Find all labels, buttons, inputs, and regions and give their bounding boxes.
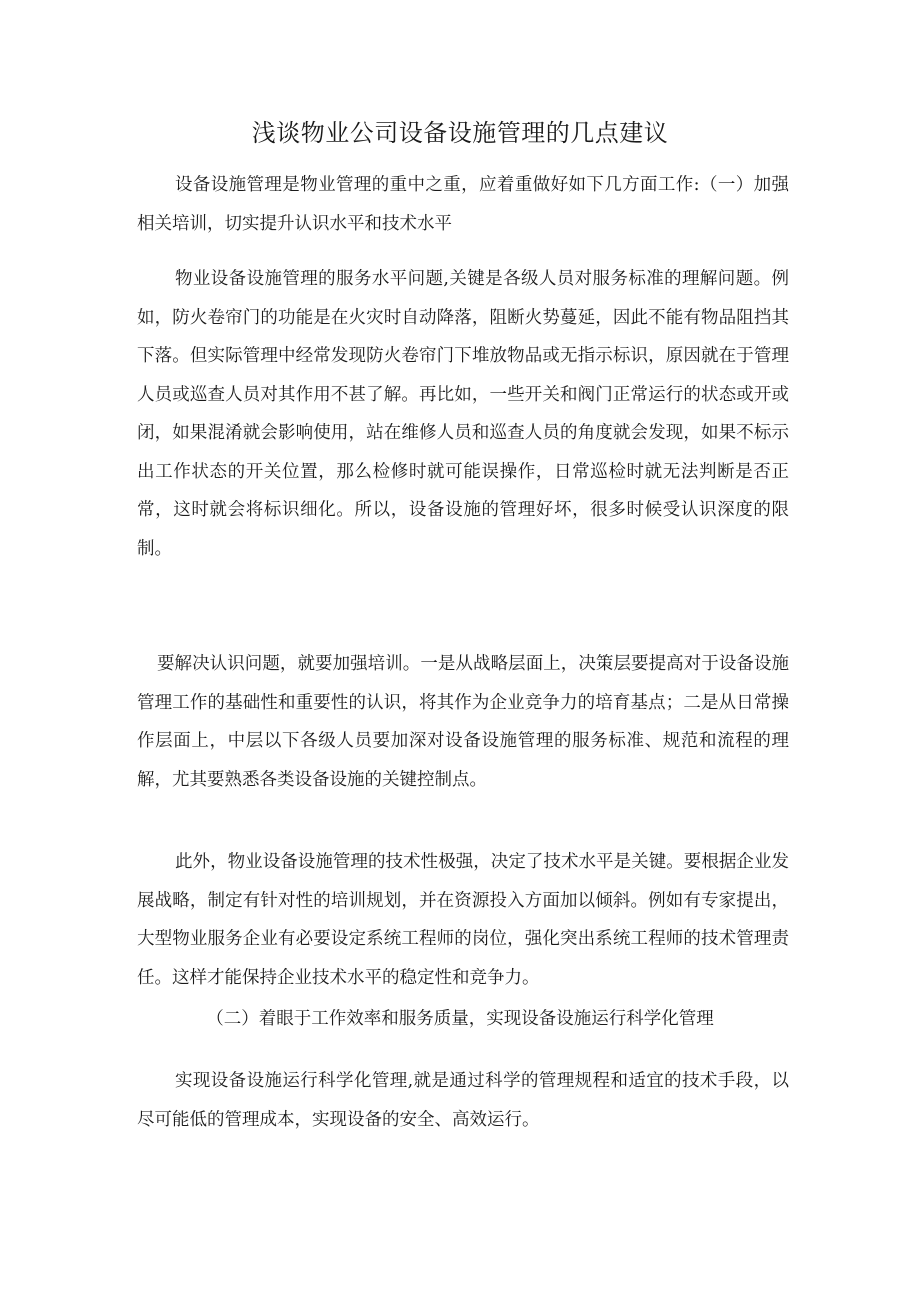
intro-paragraph: 设备设施管理是物业管理的重中之重，应着重做好如下几方面工作:（一）加强相关培训，切实提升认识水平和技术水平: [137, 175, 789, 234]
paragraph-technical: 此外，物业设备设施管理的技术性极强，决定了技术水平是关键。要根据企业发展战略，制定有针对性的培训规划，并在资源投入方面加以倾斜。例如有专家提出，大型物业服务企业有必要设定系统工程师的岗位，强化突出系统工程师的技术管理责任。这样才能保持企业技术水平的稳定性和竞争力。: [137, 852, 789, 988]
paragraph-scientific-management: 实现设备设施运行科学化管理,就是通过科学的管理规程和适宜的技术手段，以尽可能低的管理成本，实现设备的安全、高效运行。: [137, 1071, 789, 1130]
section-heading-2: （二）着眼于工作效率和服务质量，实现设备设施运行科学化管理: [206, 1009, 714, 1029]
paragraph-training: 要解决认识问题，就要加强培训。一是从战略层面上，决策层要提高对于设备设施管理工作的基础性和重要性的认识，将其作为企业竞争力的培育基点；二是从日常操作层面上，中层以下各级人员要加深对设备设施管理的服务标准、规范和流程的理解，尤其要熟悉各类设备设施的关键控制点。: [137, 654, 789, 790]
page-title: 浅谈物业公司设备设施管理的几点建议: [251, 119, 669, 147]
paragraph-service-level: 物业设备设施管理的服务水平问题,关键是各级人员对服务标准的理解问题。例如，防火卷帘门的功能是在火灾时自动降落，阻断火势蔓延，因此不能有物品阻挡其下落。但实际管理中经常发现防火卷帘门下堆放物品或无指示标识，原因就在于管理人员或巡查人员对其作用不甚了解。再比如，一些开关和阀门正常运行的状态或开或闭，如果混淆就会影响使用，站在维修人员和巡查人员的角度就会发现，如果不标示出工作状态的开关位置，那么检修时就可能误操作，日常巡检时就无法判断是否正常，这时就会将标识细化。所以，设备设施的管理好坏，很多时候受认识深度的限制。: [137, 269, 789, 559]
